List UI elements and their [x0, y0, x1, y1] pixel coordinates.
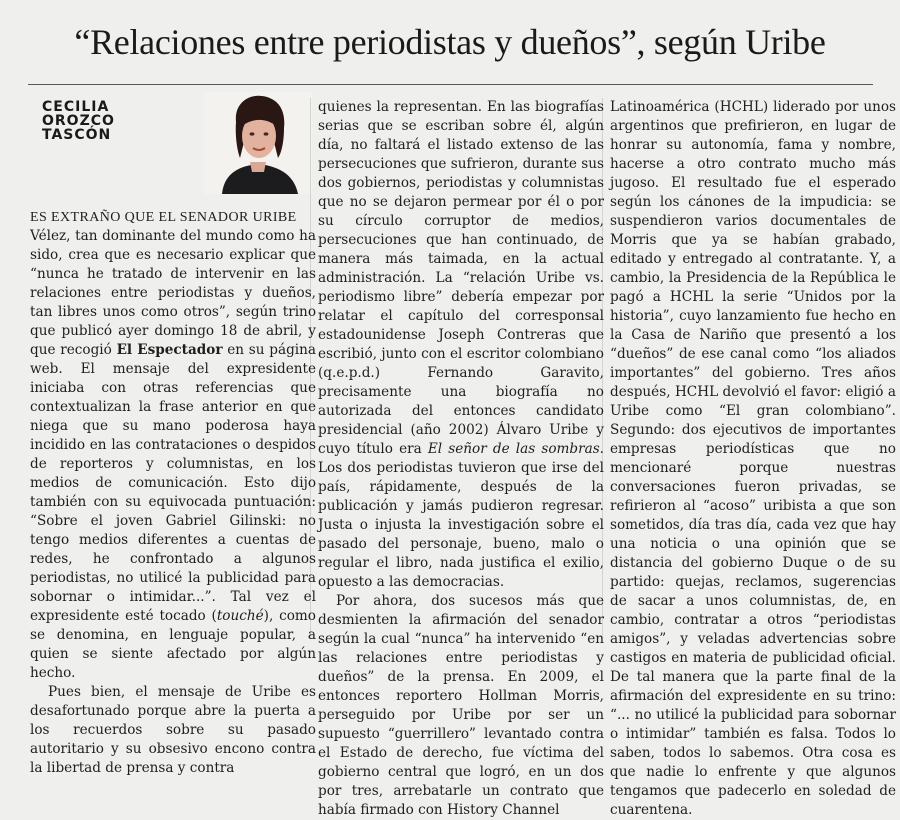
article-column-1: [30, 208, 316, 778]
paragraph-text: quienes la representan. En las biografías serias que se escriban sobre él, algún día, no faltará el listado extenso de las persecuciones que sufrieron, durante sus dos gobiernos, periodistas y columnistas que no se dejaron permear por él o por su círculo corruptor de medios, persecuciones que han continuado, de manera más taimada, en la actual administración. La “relación Uribe vs. periodismo libre” debería empezar por relatar el capítulo del corresponsal estadounidense Joseph Contreras que escribió, junto con el escritor colombiano (q.e.p.d.) Fernando Garavito, precisamente una biografía no autorizada del entonces candidato presidencial (año 2002) Álvaro Uribe y cuyo título era: [318, 99, 604, 457]
headline-rule: [28, 84, 873, 85]
paragraph: Pues bien, el mensaje de Uribe es desafortunado porque abre la puerta a los recuerdos sobre su pasado autoritario y su obsesivo encono contra la libertad de prensa y contra: [30, 684, 316, 776]
paragraph: Por ahora, dos sucesos más que desmienten la afirmación del senador según la cual “nunca” ha intervenido “en las relaciones entre periodistas y dueños” de la prensa. En 2009, el entonces reportero Hollman Morris, perseguido por Uribe por ser un supuesto “guerrillero” levantado contra el Estado de derecho, fue víctima del gobierno central que logró, en un dos por tres, arrebatarle un contrato que había firmado con History Channel: [318, 593, 604, 818]
book-title: El señor de las sombras: [427, 441, 600, 457]
paragraph: [30, 227, 316, 683]
paragraph-text: ), como se denomina, en lenguaje popular, a quien se siente afectado por algún hecho.: [30, 608, 316, 681]
article-column-3: [610, 98, 896, 820]
author-name-line3: TASCÓN: [42, 127, 112, 143]
author-name-line2: OROZCO: [42, 113, 115, 129]
italic-term: touché: [216, 608, 264, 624]
author-portrait-icon: [204, 92, 312, 194]
author-name: [42, 100, 115, 142]
newspaper-name: El Espectador: [116, 342, 223, 358]
author-name-line1: CECILIA: [42, 99, 110, 115]
byline-box: [28, 92, 316, 202]
lead-in: ES EXTRAÑO QUE EL SENADOR URIBE: [30, 210, 297, 225]
paragraph-text: . Los dos periodistas tuvieron que irse del país, rápidamente, después de la publicación y jamás pudieron regresar. Justa o injusta la investigación sobre el pasado del personaje, bueno, malo o regular el libro, nada justifica el exilio, opuesto a las democracias.: [318, 441, 604, 590]
paragraph-text: Vélez, tan dominante del mundo como ha sido, crea que es necesario explicar que “nunca he tratado de intervenir en las relaciones entre periodistas y dueños, tan libres unos como otros”, según trino que publicó ayer domingo 18 de abril, y que recogió: [30, 228, 316, 358]
paragraph-text: en su página web. El mensaje del expresidente iniciaba con otras referencias que contextualizan la frase anterior en que niega que su mano poderosa haya incidido en las contrataciones o despidos de reporteros y columnistas, en los medios de comunicación. Esto dijo también con su equivocada puntuación: “Sobre el joven Gabriel Gilinski: no tengo medios diferentes a cuentas de redes, he confrontado a algunos periodistas, no utilicé la publicidad para sobornar o intimidar...”. Tal vez el expresidente esté tocado (: [30, 342, 316, 624]
paragraph: Latinoamérica (HCHL) liderado por unos argentinos que prefirieron, en lugar de honrar su autonomía, fama y nombre, hacerse a otro contrato mucho más jugoso. El resultado fue el esperado según los cánones de la impudicia: se suspendieron varios documentales de Morris que ya se habían grabado, editado y entregado al contratante. Y, a cambio, la Presidencia de la República le pagó a HCHL la serie “Unidos por la historia”, cuyo lanzamiento fue hecho en la Casa de Nariño que presentó a los “dueños” de ese canal como “los aliados importantes” del gobierno. Tres años después, HCHL devolvió el favor: eligió a Uribe como “El gran colombiano”. Segundo: dos ejecutivos de importantes empresas periodísticas que no mencionaré porque nuestras conversaciones fueron privadas, se refirieron al “acoso” uribista a que son sometidos, día tras día, cada vez que hay una noticia o una opinión que se distancia del gobierno Duque o de su partido: quejas, reclamos, sugerencias de sacar a unos columnistas, de, en cambio, contratar a otros “periodistas amigos”, y veladas advertencias sobre castigos en materia de publicidad oficial. De tal manera que la parte final de la afirmación del expresidente en su trino: “... no utilicé la publicidad para sobornar o intimidar” también es falsa. Todos lo saben, todos lo sabemos. Otra cosa es que nadie lo enfrente y que algunos tengamos que padecerlo en soledad de cuarentena.: [610, 99, 896, 818]
paragraph: [318, 98, 604, 592]
headline: “Relaciones entre periodistas y dueños”, según Uribe: [74, 22, 826, 62]
article-column-2: [318, 98, 604, 820]
author-portrait-svg: [204, 92, 312, 194]
